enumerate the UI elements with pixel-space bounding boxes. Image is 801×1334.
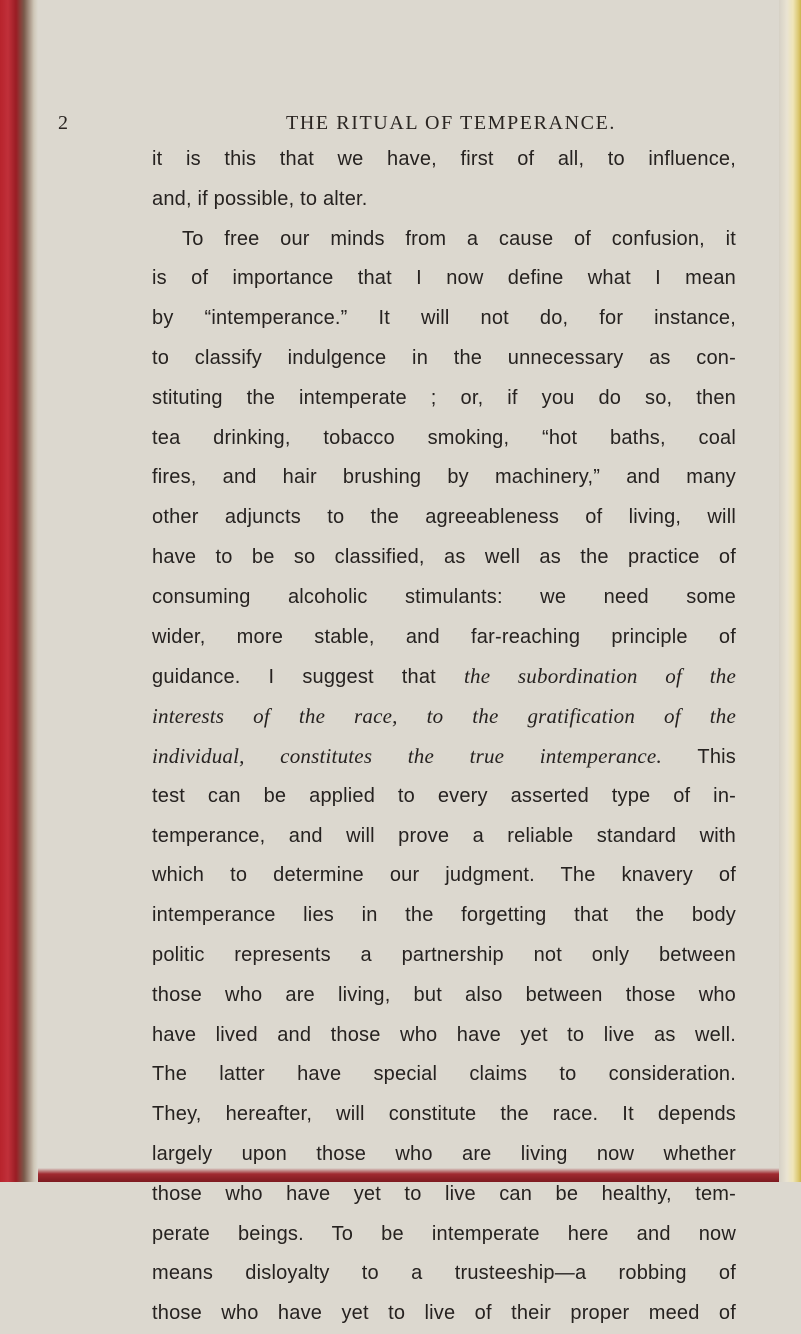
text-line: temperance, and will prove a reliable standard with [152, 824, 736, 847]
text-line [152, 697, 736, 737]
text-line: by “intemperance.” It will not do, for instance, [152, 307, 736, 330]
text-line: wider, more stable, and far-reaching principle of [152, 625, 736, 648]
italic-text: individual, constitutes the true intemperance. [152, 743, 662, 768]
text-line: test can be applied to every asserted type of in- [152, 784, 736, 807]
book-spine-edge [0, 0, 38, 1182]
text-line: those who have yet to live can be healthy, tem- [152, 1182, 736, 1205]
text-line: guidance. I suggest that the subordination of the [152, 664, 737, 689]
page-number: 2 [58, 112, 69, 134]
text-line: have lived and those who have yet to live as well. [152, 1023, 736, 1046]
text-line: intemperance lies in the forgetting that the body [152, 904, 736, 927]
text-line: have to be so classified, as well as the practice of [152, 545, 736, 568]
text-line: other adjuncts to the agreeableness of living, will [152, 506, 736, 529]
text-line: it is this that we have, first of all, to influence, [152, 148, 736, 170]
text-line: largely upon those who are living now whether [152, 1142, 736, 1165]
page-header [58, 112, 758, 138]
text-line: fires, and hair brushing by machinery,” and many [152, 466, 736, 489]
text-line: those who have yet to live of their proper meed of [152, 1302, 736, 1325]
text-line: consuming alcoholic stimulants: we need some [152, 585, 736, 608]
text-line: individual, constitutes the true intemperance. This [152, 743, 736, 768]
text-line: stituting the intemperate ; or, if you do so, then [152, 386, 736, 409]
running-head: THE RITUAL OF TEMPERANCE. [286, 112, 616, 134]
italic-text: interests of the race, to the gratification of the [152, 704, 736, 729]
text-line: tea drinking, tobacco smoking, “hot baths, coal [152, 426, 736, 449]
text-line: They, hereafter, will constitute the race. It depends [152, 1103, 736, 1126]
body-text [152, 140, 736, 1334]
text-line: and, if possible, to alter. [152, 187, 368, 210]
text-line: those who are living, but also between those who [152, 983, 736, 1006]
text-line: means disloyalty to a trusteeship—a robbing of [152, 1262, 736, 1285]
text-line: The latter have special claims to consideration. [152, 1063, 736, 1086]
italic-text: the subordination of the [463, 664, 737, 689]
text-line: which to determine our judgment. The knavery of [152, 864, 736, 887]
text-line: politic represents a partnership not only between [152, 943, 736, 966]
text-line: To free our minds from a cause of confusion, it [182, 227, 736, 250]
page-fore-edge [779, 0, 801, 1182]
text-line: is of importance that I now define what I mean [152, 267, 736, 290]
text-line: to classify indulgence in the unnecessary as con- [152, 346, 736, 369]
text-line: perate beings. To be intemperate here and now [152, 1222, 736, 1245]
